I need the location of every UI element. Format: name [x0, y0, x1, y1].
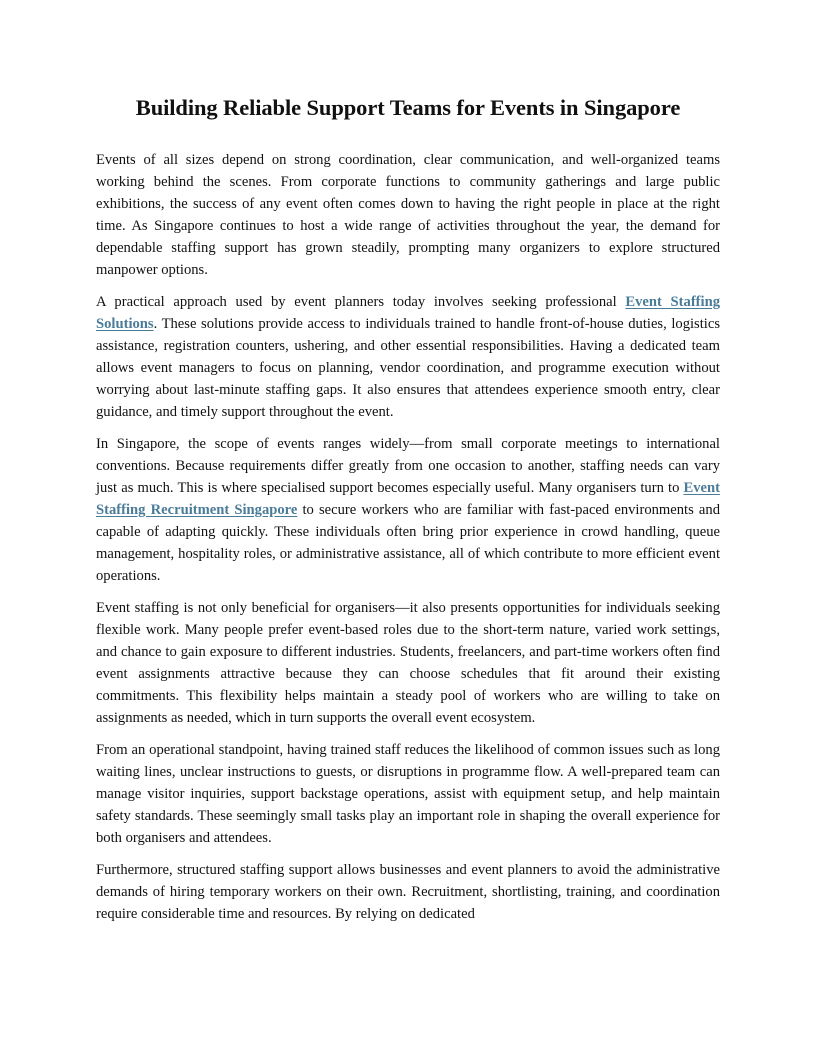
paragraph-flexible-work: Event staffing is not only beneficial for organisers—it also presents opportunities for individuals seeking flexible work. Many people prefer event-based roles due to the short-term nature, varied work settings, and chance to gain exposure to different industries. Students, freelancers, and part-time workers often find event assignments attractive because they can choose schedules that fit around their existing commitments. This flexibility helps maintain a steady pool of workers who are willing to take on assignments as needed, which in turn supports the overall event ecosystem. — [96, 600, 720, 726]
paragraph-text-before-link: A practical approach used by event planners today involves seeking professional — [96, 294, 626, 310]
paragraph-text-after-link: . These solutions provide access to individuals trained to handle front-of-house duties, logistics assistance, registration counters, ushering, and other essential responsibilities. Having a dedicated team allows event managers to focus on planning, vendor coordination, and programme execution without worrying about last-minute staffing gaps. It also ensures that attendees experience smooth entry, clear guidance, and timely support throughout the event. — [96, 316, 720, 420]
paragraph-structured-support: Furthermore, structured staffing support allows businesses and event planners to avoid the administrative demands of hiring temporary workers on their own. Recruitment, shortlisting, training, and coordination require considerable time and resources. By relying on dedicated — [96, 862, 720, 922]
paragraph-text-after-link: to secure workers who are familiar with fast-paced environments and capable of adapting quickly. These individuals often bring prior experience in crowd handling, queue management, hospitality roles, or administrative assistance, all of which contribute to more efficient event operations. — [96, 502, 720, 584]
document-title: Building Reliable Support Teams for Events in Singapore — [135, 95, 681, 120]
event-staffing-recruitment-singapore-link[interactable]: Event Staffing Recruitment Singapore — [96, 480, 720, 518]
paragraph-text-before-link: In Singapore, the scope of events ranges widely—from small corporate meetings to international conventions. Because requirements differ greatly from one occasion to another, staffing needs can vary just as much. This is where specialised support becomes especially useful. Many organisers turn to — [96, 436, 720, 496]
paragraph-event-staffing-solutions — [96, 291, 720, 423]
paragraph-operational-standpoint: From an operational standpoint, having trained staff reduces the likelihood of common issues such as long waiting lines, unclear instructions to guests, or disruptions in programme flow. A well-prepared team can manage visitor inquiries, support backstage operations, assist with equipment setup, and help maintain safety standards. These seemingly small tasks play an important role in shaping the overall experience for both organisers and attendees. — [96, 742, 720, 846]
event-staffing-solutions-link[interactable]: Event Staffing Solutions — [96, 294, 721, 332]
paragraph-intro: Events of all sizes depend on strong coordination, clear communication, and well-organized teams working behind the scenes. From corporate functions to community gatherings and large public exhibitions, the success of any event often comes down to having the right people in place at the right time. As Singapore continues to host a wide range of activities throughout the year, the demand for dependable staffing support has grown steadily, prompting many organizers to explore structured manpower options. — [96, 152, 720, 278]
paragraph-event-staffing-recruitment — [96, 433, 720, 587]
